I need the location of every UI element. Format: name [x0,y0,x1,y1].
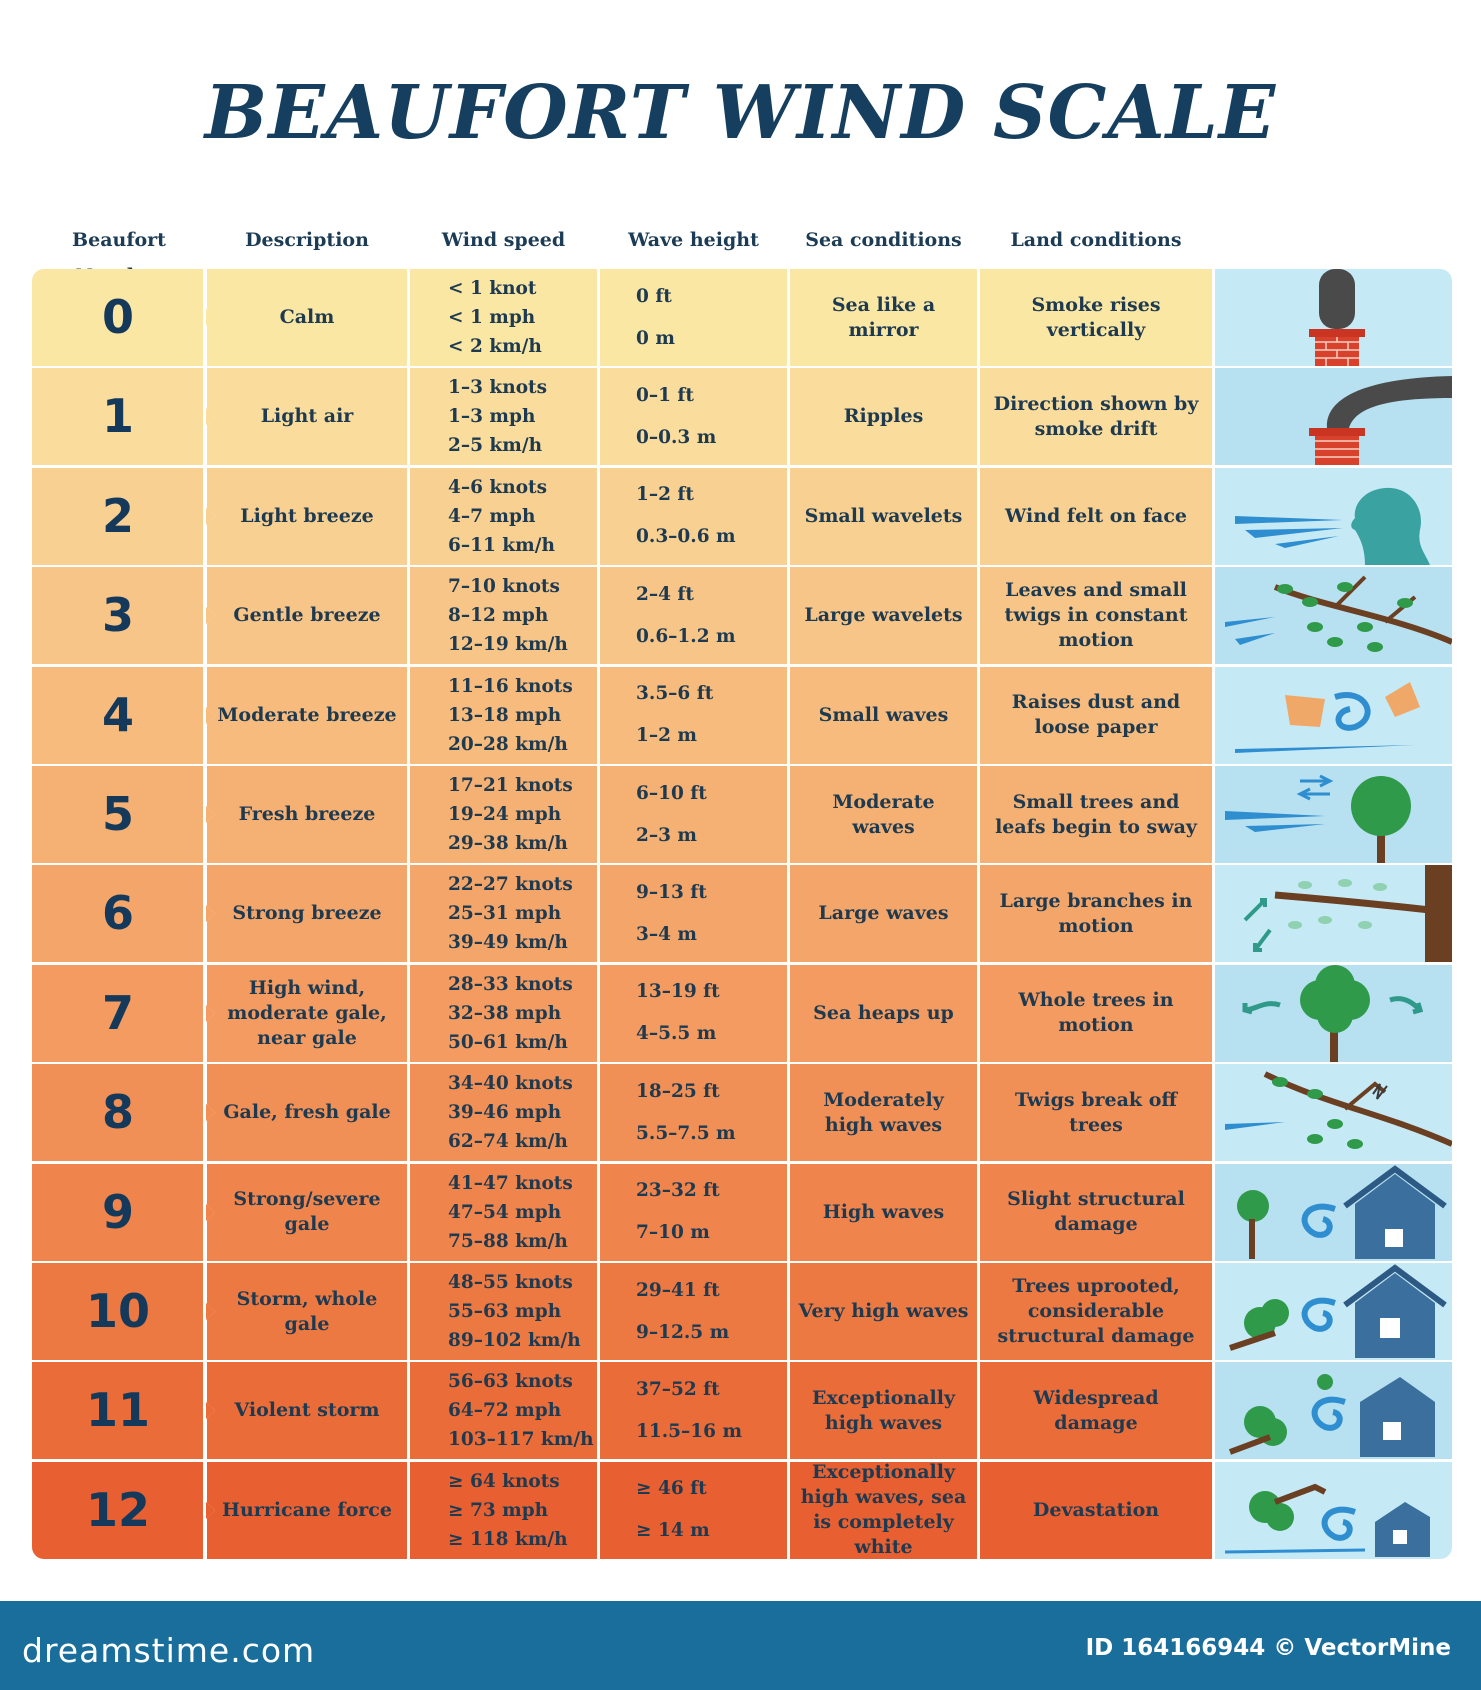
table-row [32,965,1452,1062]
sea-conditions-cell: Sea heaps up [790,965,977,1062]
header-wind-speed: Wind speed [441,229,566,251]
wave-height-m: 7–10 m [636,1222,710,1244]
beaufort-number: 2 [32,468,204,565]
condition-illustration [1215,667,1452,764]
wind-speed-cell [410,1462,597,1559]
wind-speed-cell [410,1164,597,1261]
wave-height-m: ≥ 14 m [636,1520,710,1542]
page-title: BEAUFORT WIND SCALE [204,70,1277,156]
wind-speed-mph: ≥ 73 mph [448,1499,549,1521]
wind-speed-kmh: 39–49 km/h [448,932,568,954]
sea-conditions-cell: Moderate waves [790,766,977,863]
condition-illustration [1215,1164,1452,1261]
header-land-conditions: Land conditions [1010,229,1182,251]
wind-speed-mph: < 1 mph [448,307,536,328]
beaufort-number: 12 [32,1462,204,1559]
wave-height-m: 2–3 m [636,824,698,846]
wind-speed-mph: 39–46 mph [448,1102,562,1124]
wave-height-cell [600,368,787,465]
wind-speed-knots: 1–3 knots [448,377,548,399]
broken-twig-icon [1215,1064,1452,1161]
wind-speed-mph: 25–31 mph [448,903,562,925]
wave-height-m: 0.3–0.6 m [636,526,736,548]
wave-height-cell [600,1263,787,1360]
wind-speed-mph: 55–63 mph [448,1301,562,1322]
table-row [32,468,1452,565]
wind-speed-knots: 41–47 knots [448,1172,573,1194]
description-cell: Light breeze [207,468,407,565]
condition-illustration [1215,368,1452,465]
description-cell: Gale, fresh gale [207,1064,407,1161]
description-cell: Hurricane force [207,1462,407,1559]
beaufort-number: 0 [32,269,204,366]
land-conditions-cell: Leaves and small twigs in constant motion [980,567,1212,664]
condition-illustration [1215,1362,1452,1459]
wave-height-m: 4–5.5 m [636,1023,717,1045]
sea-conditions-cell: High waves [790,1164,977,1261]
wave-height-cell [600,1164,787,1261]
header-number: Beaufort [72,229,166,251]
wind-speed-kmh: 12–19 km/h [448,634,568,656]
wave-height-ft: 29–41 ft [636,1279,720,1301]
wind-speed-knots: 4–6 knots [448,476,548,498]
whole-tree-icon [1215,965,1452,1062]
wave-height-m: 11.5–16 m [636,1420,743,1442]
wave-height-ft: 37–52 ft [636,1378,720,1400]
table-row [32,1263,1452,1360]
condition-illustration [1215,1462,1452,1559]
wave-height-cell [600,766,787,863]
land-conditions-cell: Smoke rises vertically [980,269,1212,366]
column-headers [0,222,1481,258]
table-row [32,269,1452,366]
wind-speed-knots: 17–21 knots [448,775,573,796]
wave-height-cell [600,1064,787,1161]
wave-height-ft: 3.5–6 ft [636,683,714,705]
wave-height-ft: 18–25 ft [636,1080,720,1102]
wind-speed-kmh: 89–102 km/h [448,1330,581,1351]
land-conditions-cell: Devastation [980,1462,1212,1559]
table-row [32,1064,1452,1161]
land-conditions-cell: Slight structural damage [980,1164,1212,1261]
wind-speed-knots: 28–33 knots [448,973,573,995]
beaufort-number: 1 [32,368,204,465]
table-row [32,1164,1452,1261]
wind-speed-knots: 7–10 knots [448,576,560,598]
description-cell: High wind, moderate gale, near gale [207,965,407,1062]
land-conditions-cell: Whole trees in motion [980,965,1212,1062]
wind-speed-mph: 19–24 mph [448,804,562,825]
beaufort-number: 10 [32,1263,204,1360]
wind-speed-kmh: 75–88 km/h [448,1230,568,1252]
paper-icon [1215,667,1452,764]
wind-speed-mph: 13–18 mph [448,704,562,726]
wave-height-ft: 23–32 ft [636,1180,720,1202]
land-conditions-cell: Twigs break off trees [980,1064,1212,1161]
wind-speed-cell [410,766,597,863]
beaufort-table [32,269,1452,1559]
wind-speed-knots: ≥ 64 knots [448,1470,560,1492]
description-cell: Fresh breeze [207,766,407,863]
land-conditions-cell: Direction shown by smoke drift [980,368,1212,465]
condition-illustration [1215,468,1452,565]
wind-speed-kmh: < 2 km/h [448,336,542,357]
condition-illustration [1215,567,1452,664]
wave-height-cell [600,468,787,565]
sea-conditions-cell: Sea like a mirror [790,269,977,366]
wind-speed-mph: 1–3 mph [448,406,536,428]
wind-speed-cell [410,965,597,1062]
wind-speed-mph: 64–72 mph [448,1400,562,1422]
wave-height-m: 5.5–7.5 m [636,1122,736,1144]
wind-speed-cell [410,567,597,664]
description-cell: Storm, whole gale [207,1263,407,1360]
sea-conditions-cell: Small waves [790,667,977,764]
condition-illustration [1215,1064,1452,1161]
wave-height-m: 9–12.5 m [636,1321,730,1343]
table-row [32,667,1452,764]
condition-illustration [1215,269,1452,366]
wave-height-cell [600,965,787,1062]
sea-conditions-cell: Exceptionally high waves [790,1362,977,1459]
wave-height-cell [600,1362,787,1459]
wave-height-m: 0.6–1.2 m [636,625,736,647]
house-icon [1215,1164,1452,1261]
description-cell: Violent storm [207,1362,407,1459]
table-row [32,766,1452,863]
wind-speed-kmh: 6–11 km/h [448,534,555,556]
sea-conditions-cell: Exceptionally high waves, sea is completely white [790,1462,977,1559]
wind-speed-kmh: 103–117 km/h [448,1429,594,1451]
beaufort-number: 8 [32,1064,204,1161]
header-description: Description [245,229,369,251]
beaufort-number: 3 [32,567,204,664]
wave-height-cell [600,1462,787,1559]
wave-height-ft: 0–1 ft [636,384,694,406]
description-cell: Calm [207,269,407,366]
damaged-house-icon [1215,1362,1452,1459]
land-conditions-cell: Raises dust and loose paper [980,667,1212,764]
wave-height-ft: 1–2 ft [636,484,694,506]
footer-image-id: ID 164166944 © VectorMine [1085,1635,1451,1661]
wave-height-ft: 2–4 ft [636,583,694,605]
land-conditions-cell: Trees uprooted, considerable structural damage [980,1263,1212,1360]
wave-height-cell [600,667,787,764]
wave-height-m: 3–4 m [636,923,698,945]
header-sea-conditions: Sea conditions [805,229,962,251]
beaufort-number: 7 [32,965,204,1062]
wind-speed-cell [410,1064,597,1161]
wind-speed-mph: 4–7 mph [448,505,536,527]
smoke-vertical-icon [1215,269,1452,366]
condition-illustration [1215,1263,1452,1360]
wind-speed-kmh: 20–28 km/h [448,733,568,755]
sea-conditions-cell: Large wavelets [790,567,977,664]
wave-height-cell [600,865,787,962]
wind-speed-knots: 48–55 knots [448,1272,573,1293]
beaufort-number: 9 [32,1164,204,1261]
sea-conditions-cell: Large waves [790,865,977,962]
wave-height-m: 0–0.3 m [636,426,717,448]
description-cell: Light air [207,368,407,465]
wind-speed-kmh: 2–5 km/h [448,435,543,457]
face-wind-icon [1215,468,1452,565]
description-cell: Strong/severe gale [207,1164,407,1261]
wind-speed-knots: 34–40 knots [448,1073,573,1095]
table-row [32,865,1452,962]
wave-height-m: 0 m [636,327,675,349]
table-row [32,368,1452,465]
small-tree-icon [1215,766,1452,863]
wind-speed-cell [410,1362,597,1459]
condition-illustration [1215,865,1452,962]
beaufort-number: 4 [32,667,204,764]
wind-speed-kmh: 62–74 km/h [448,1131,568,1153]
uprooted-tree-icon [1215,1263,1452,1360]
wave-height-ft: 0 ft [636,285,672,307]
wind-speed-kmh: 50–61 km/h [448,1031,568,1053]
wave-height-cell [600,567,787,664]
wind-speed-mph: 32–38 mph [448,1002,562,1024]
branch-icon [1215,865,1452,962]
wave-height-m: 1–2 m [636,725,698,747]
beaufort-number: 6 [32,865,204,962]
table-row [32,1462,1452,1559]
description-cell: Moderate breeze [207,667,407,764]
wind-speed-knots: < 1 knot [448,278,537,299]
wind-speed-cell [410,667,597,764]
wind-speed-cell [410,468,597,565]
wind-speed-knots: 11–16 knots [448,675,573,697]
condition-illustration [1215,965,1452,1062]
header-wave-height: Wave height [628,229,759,251]
land-conditions-cell: Large branches in motion [980,865,1212,962]
twigs-icon [1215,567,1452,664]
wind-speed-kmh: 29–38 km/h [448,833,568,854]
wind-speed-mph: 8–12 mph [448,605,549,627]
wind-speed-knots: 56–63 knots [448,1371,573,1393]
wind-speed-kmh: ≥ 118 km/h [448,1528,568,1550]
wave-height-ft: ≥ 46 ft [636,1478,707,1500]
wave-height-ft: 6–10 ft [636,782,707,804]
footer-bar [0,1601,1481,1690]
sea-conditions-cell: Moderately high waves [790,1064,977,1161]
land-conditions-cell: Wind felt on face [980,468,1212,565]
footer-logo: dreamstime.com [22,1631,316,1670]
wave-height-ft: 13–19 ft [636,981,720,1003]
sea-conditions-cell: Ripples [790,368,977,465]
wave-height-ft: 9–13 ft [636,881,707,903]
wind-speed-cell [410,269,597,366]
beaufort-number: 11 [32,1362,204,1459]
table-row [32,1362,1452,1459]
table-row [32,567,1452,664]
land-conditions-cell: Small trees and leafs begin to sway [980,766,1212,863]
wind-speed-cell [410,865,597,962]
beaufort-number: 5 [32,766,204,863]
land-conditions-cell: Widespread damage [980,1362,1212,1459]
sea-conditions-cell: Small wavelets [790,468,977,565]
condition-illustration [1215,766,1452,863]
wind-speed-mph: 47–54 mph [448,1201,562,1223]
wave-height-cell [600,269,787,366]
wind-speed-knots: 22–27 knots [448,874,573,896]
description-cell: Strong breeze [207,865,407,962]
wind-speed-cell [410,1263,597,1360]
smoke-drift-icon [1215,368,1452,465]
wind-speed-cell [410,368,597,465]
sea-conditions-cell: Very high waves [790,1263,977,1360]
description-cell: Gentle breeze [207,567,407,664]
devastation-icon [1215,1462,1452,1559]
